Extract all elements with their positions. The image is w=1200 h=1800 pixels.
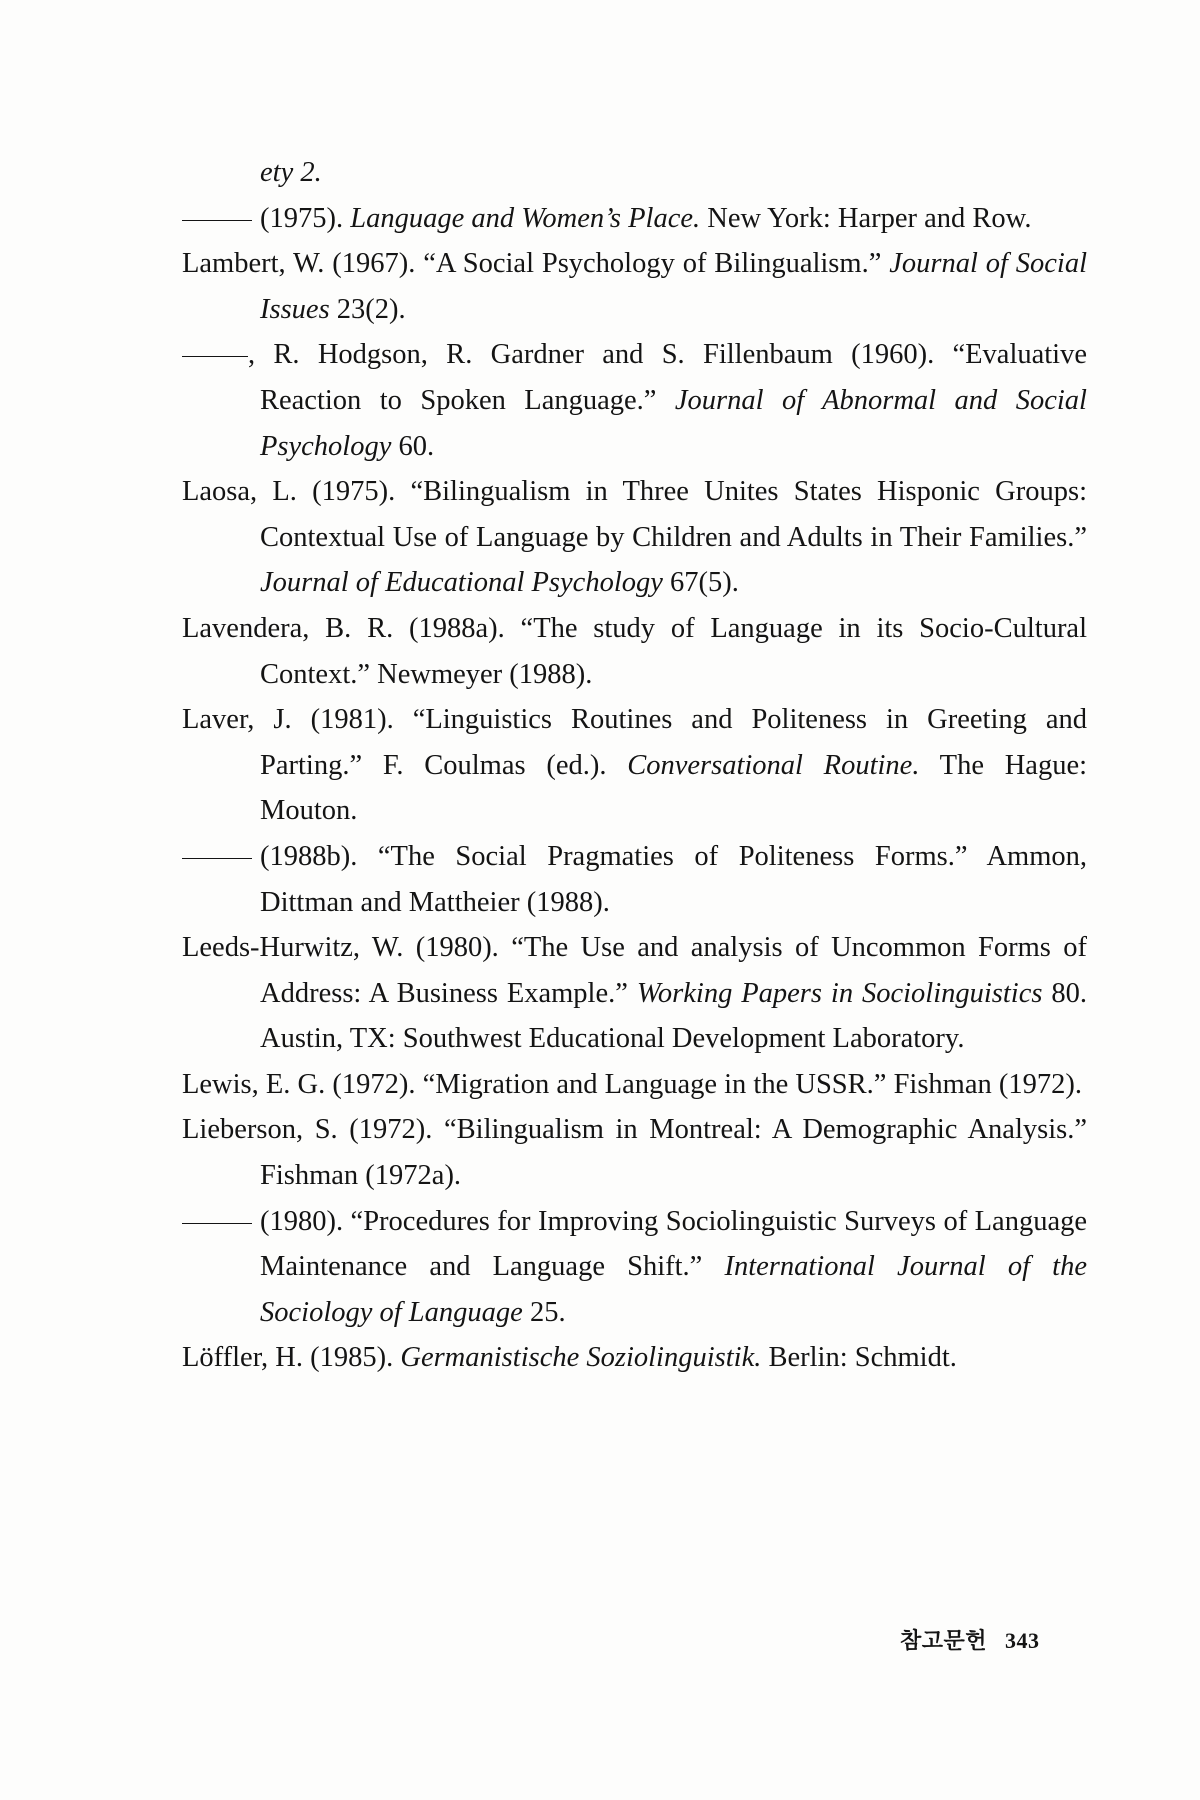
reference-entry: , R. Hodgson, R. Gardner and S. Fillenbaum (1960). “Evaluative Reaction to Spoken Language.” Journal of Abnormal and Social Psychology 60. — [182, 332, 1087, 469]
reference-entry: Lavendera, B. R. (1988a). “The study of Language in its Socio-Cultural Context.” Newmeyer (1988). — [182, 612, 1087, 690]
page-number: 343 — [1005, 1628, 1040, 1653]
reference-entry: Laosa, L. (1975). “Bilingualism in Three Unites States Hisponic Groups: Contextual Use of Language by Children and Adults in Their Families.” Journal of Educational Psychology 67(5). — [182, 476, 1087, 599]
reference-entry: (1988b). “The Social Pragmaties of Politeness Forms.” Ammon, Dittman and Mattheier (1988). — [182, 834, 1087, 925]
repeat-author-dash — [182, 356, 248, 357]
reference-entry: (1980). “Procedures for Improving Sociolinguistic Surveys of Language Maintenance and Language Shift.” International Journal of the Sociology of Language 25. — [182, 1199, 1087, 1336]
repeat-author-dash — [182, 858, 252, 859]
page-footer — [900, 1624, 1040, 1655]
reference-entry: Lieberson, S. (1972). “Bilingualism in Montreal: A Demographic Analysis.” Fishman (1972a). — [182, 1114, 1087, 1192]
repeat-author-dash — [182, 220, 252, 221]
reference-list — [182, 150, 1087, 1381]
section-title: 참고문헌 — [900, 1629, 988, 1654]
reference-entry: Lewis, E. G. (1972). “Migration and Language in the USSR.” Fishman (1972). — [182, 1068, 1082, 1100]
reference-entry: Laver, J. (1981). “Linguistics Routines and Politeness in Greeting and Parting.” F. Coulmas (ed.). Conversational Routine. The Hague: Mouton. — [182, 704, 1088, 827]
reference-entry: Leeds-Hurwitz, W. (1980). “The Use and analysis of Uncommon Forms of Address: A Business Example.” Working Papers in Sociolinguistics 80. Austin, TX: Southwest Educational Development Laboratory. — [182, 932, 1087, 1055]
reference-continuation: ety 2. — [260, 157, 322, 188]
reference-entry: (1975). Language and Women’s Place. New York: Harper and Row. — [182, 196, 1087, 242]
reference-entry: Lambert, W. (1967). “A Social Psychology of Bilingualism.” Journal of Social Issues 23(2). — [182, 248, 1087, 325]
reference-entry: Löffler, H. (1985). Germanistische Soziolinguistik. Berlin: Schmidt. — [182, 1342, 957, 1374]
repeat-author-dash — [182, 1223, 252, 1224]
